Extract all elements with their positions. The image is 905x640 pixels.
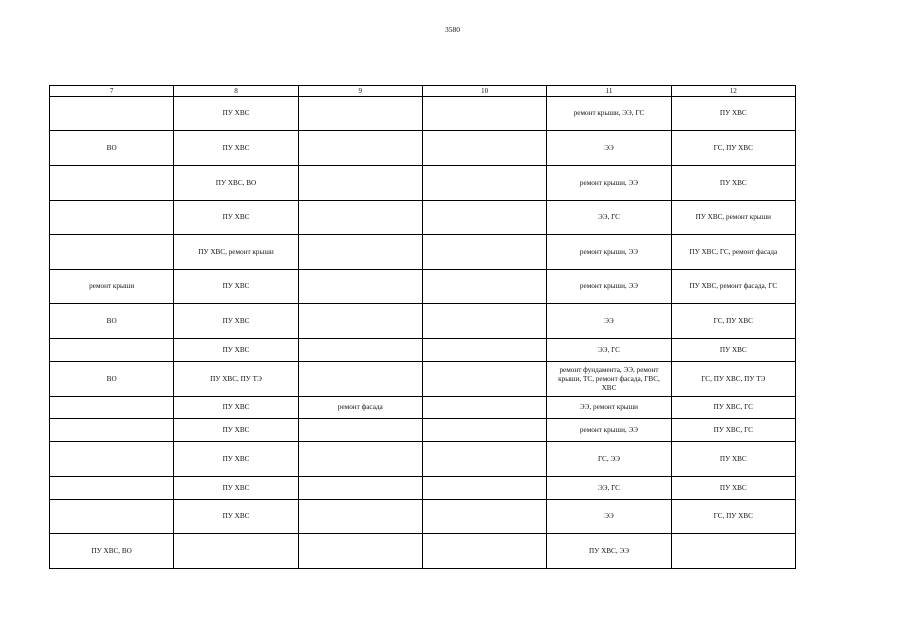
table-row — [50, 131, 796, 166]
column-header-10: 10 — [422, 86, 546, 97]
table-cell — [50, 166, 174, 201]
table-cell — [422, 304, 546, 339]
table-cell — [298, 131, 422, 166]
table-cell: ПУ ХВС, ремонт крыши — [671, 201, 795, 235]
table-cell: ремонт крыши, ЭЭ — [547, 166, 671, 201]
table-cell: ПУ ХВС — [174, 131, 298, 166]
table-cell — [422, 362, 546, 397]
page-number: 3580 — [445, 25, 460, 34]
table-cell — [422, 534, 546, 569]
table-cell: ПУ ХВС — [174, 500, 298, 534]
table-cell: ПУ ХВС — [671, 477, 795, 500]
table-cell: ПУ ХВС — [174, 97, 298, 131]
table-cell — [298, 97, 422, 131]
table-cell: ПУ ХВС — [174, 339, 298, 362]
table-cell — [422, 500, 546, 534]
table-cell — [422, 131, 546, 166]
table-cell: ГС, ЭЭ — [547, 442, 671, 477]
table-cell: ЭЭ, ГС — [547, 201, 671, 235]
table-cell: ПУ ХВС — [671, 442, 795, 477]
table-cell: ГС, ПУ ХВС — [671, 304, 795, 339]
table-cell: ПУ ХВС — [174, 304, 298, 339]
table-cell: ПУ ХВС, ВО — [50, 534, 174, 569]
table-cell: ПУ ХВС, ВО — [174, 166, 298, 201]
table-cell: ремонт крыши, ЭЭ — [547, 235, 671, 270]
table-cell: ПУ ХВС — [671, 166, 795, 201]
table-cell: ВО — [50, 304, 174, 339]
table-cell: ПУ ХВС — [174, 477, 298, 500]
table-row — [50, 304, 796, 339]
table-row — [50, 201, 796, 235]
table-cell: ПУ ХВС — [174, 201, 298, 235]
table-cell: ПУ ХВС, ГС — [671, 397, 795, 419]
table-cell — [50, 397, 174, 419]
column-header-7: 7 — [50, 86, 174, 97]
table-cell: ЭЭ, ГС — [547, 477, 671, 500]
table-row — [50, 235, 796, 270]
table-row — [50, 362, 796, 397]
header-row — [50, 86, 796, 97]
table-cell: ПУ ХВС — [671, 339, 795, 362]
table-cell — [50, 477, 174, 500]
table-cell: ВО — [50, 362, 174, 397]
table-cell — [298, 270, 422, 304]
table-cell: ПУ ХВС, ГС — [671, 419, 795, 442]
table-cell: ПУ ХВС — [671, 97, 795, 131]
column-header-12: 12 — [671, 86, 795, 97]
table-cell — [422, 442, 546, 477]
table-cell — [50, 419, 174, 442]
table-cell — [422, 419, 546, 442]
table-cell — [422, 97, 546, 131]
table-row — [50, 339, 796, 362]
table-cell — [50, 442, 174, 477]
table-cell — [671, 534, 795, 569]
table-cell: ПУ ХВС — [174, 270, 298, 304]
table-cell — [174, 534, 298, 569]
table-cell — [422, 339, 546, 362]
table-cell: ЭЭ, ремонт крыши — [547, 397, 671, 419]
table-cell — [298, 339, 422, 362]
table-cell — [298, 166, 422, 201]
table-cell — [50, 201, 174, 235]
table-cell: ПУ ХВС, ремонт крыши — [174, 235, 298, 270]
table-cell — [50, 500, 174, 534]
table-cell — [298, 235, 422, 270]
table-row — [50, 500, 796, 534]
table-cell: ремонт крыши, ЭЭ, ГС — [547, 97, 671, 131]
table-cell: ЭЭ — [547, 500, 671, 534]
table-cell: ПУ ХВС — [174, 397, 298, 419]
table-cell: ПУ ХВС, ремонт фасада, ГС — [671, 270, 795, 304]
data-table — [49, 85, 796, 569]
table-cell: ВО — [50, 131, 174, 166]
table-row — [50, 97, 796, 131]
table-row — [50, 419, 796, 442]
table-cell — [422, 166, 546, 201]
table-cell — [422, 201, 546, 235]
table-cell — [298, 534, 422, 569]
table-cell: ЭЭ, ГС — [547, 339, 671, 362]
table-cell: ремонт фундамента, ЭЭ, ремонт крыши, ТС, ремонт фасада, ГВС, ХВС — [547, 362, 671, 397]
table-cell: ГС, ПУ ХВС — [671, 500, 795, 534]
table-row — [50, 442, 796, 477]
table-cell: ремонт крыши — [50, 270, 174, 304]
table-cell: ПУ ХВС, ГС, ремонт фасада — [671, 235, 795, 270]
column-header-8: 8 — [174, 86, 298, 97]
table-cell: ремонт фасада — [298, 397, 422, 419]
table-cell: ремонт крыши, ЭЭ — [547, 419, 671, 442]
table-cell: ГС, ПУ ХВС, ПУ ТЭ — [671, 362, 795, 397]
table-cell — [298, 442, 422, 477]
table-cell — [422, 235, 546, 270]
table-cell: ПУ ХВС, ПУ ТЭ — [174, 362, 298, 397]
table-cell — [298, 304, 422, 339]
table-cell — [50, 97, 174, 131]
table-cell — [50, 235, 174, 270]
table-row — [50, 166, 796, 201]
table-cell: ПУ ХВС — [174, 442, 298, 477]
table-row — [50, 477, 796, 500]
table-cell — [50, 339, 174, 362]
table-cell — [422, 477, 546, 500]
table-cell: ПУ ХВС — [174, 419, 298, 442]
table-cell: ЭЭ — [547, 304, 671, 339]
table-row — [50, 270, 796, 304]
table-cell — [298, 201, 422, 235]
table-cell — [422, 270, 546, 304]
column-header-11: 11 — [547, 86, 671, 97]
table-cell: ПУ ХВС, ЭЭ — [547, 534, 671, 569]
table-cell — [298, 477, 422, 500]
table-cell: ЭЭ — [547, 131, 671, 166]
table-cell — [298, 419, 422, 442]
table-cell — [298, 500, 422, 534]
table-cell: ГС, ПУ ХВС — [671, 131, 795, 166]
table-row — [50, 397, 796, 419]
column-header-9: 9 — [298, 86, 422, 97]
table-cell — [422, 397, 546, 419]
table-cell: ремонт крыши, ЭЭ — [547, 270, 671, 304]
table-cell — [298, 362, 422, 397]
table-row — [50, 534, 796, 569]
